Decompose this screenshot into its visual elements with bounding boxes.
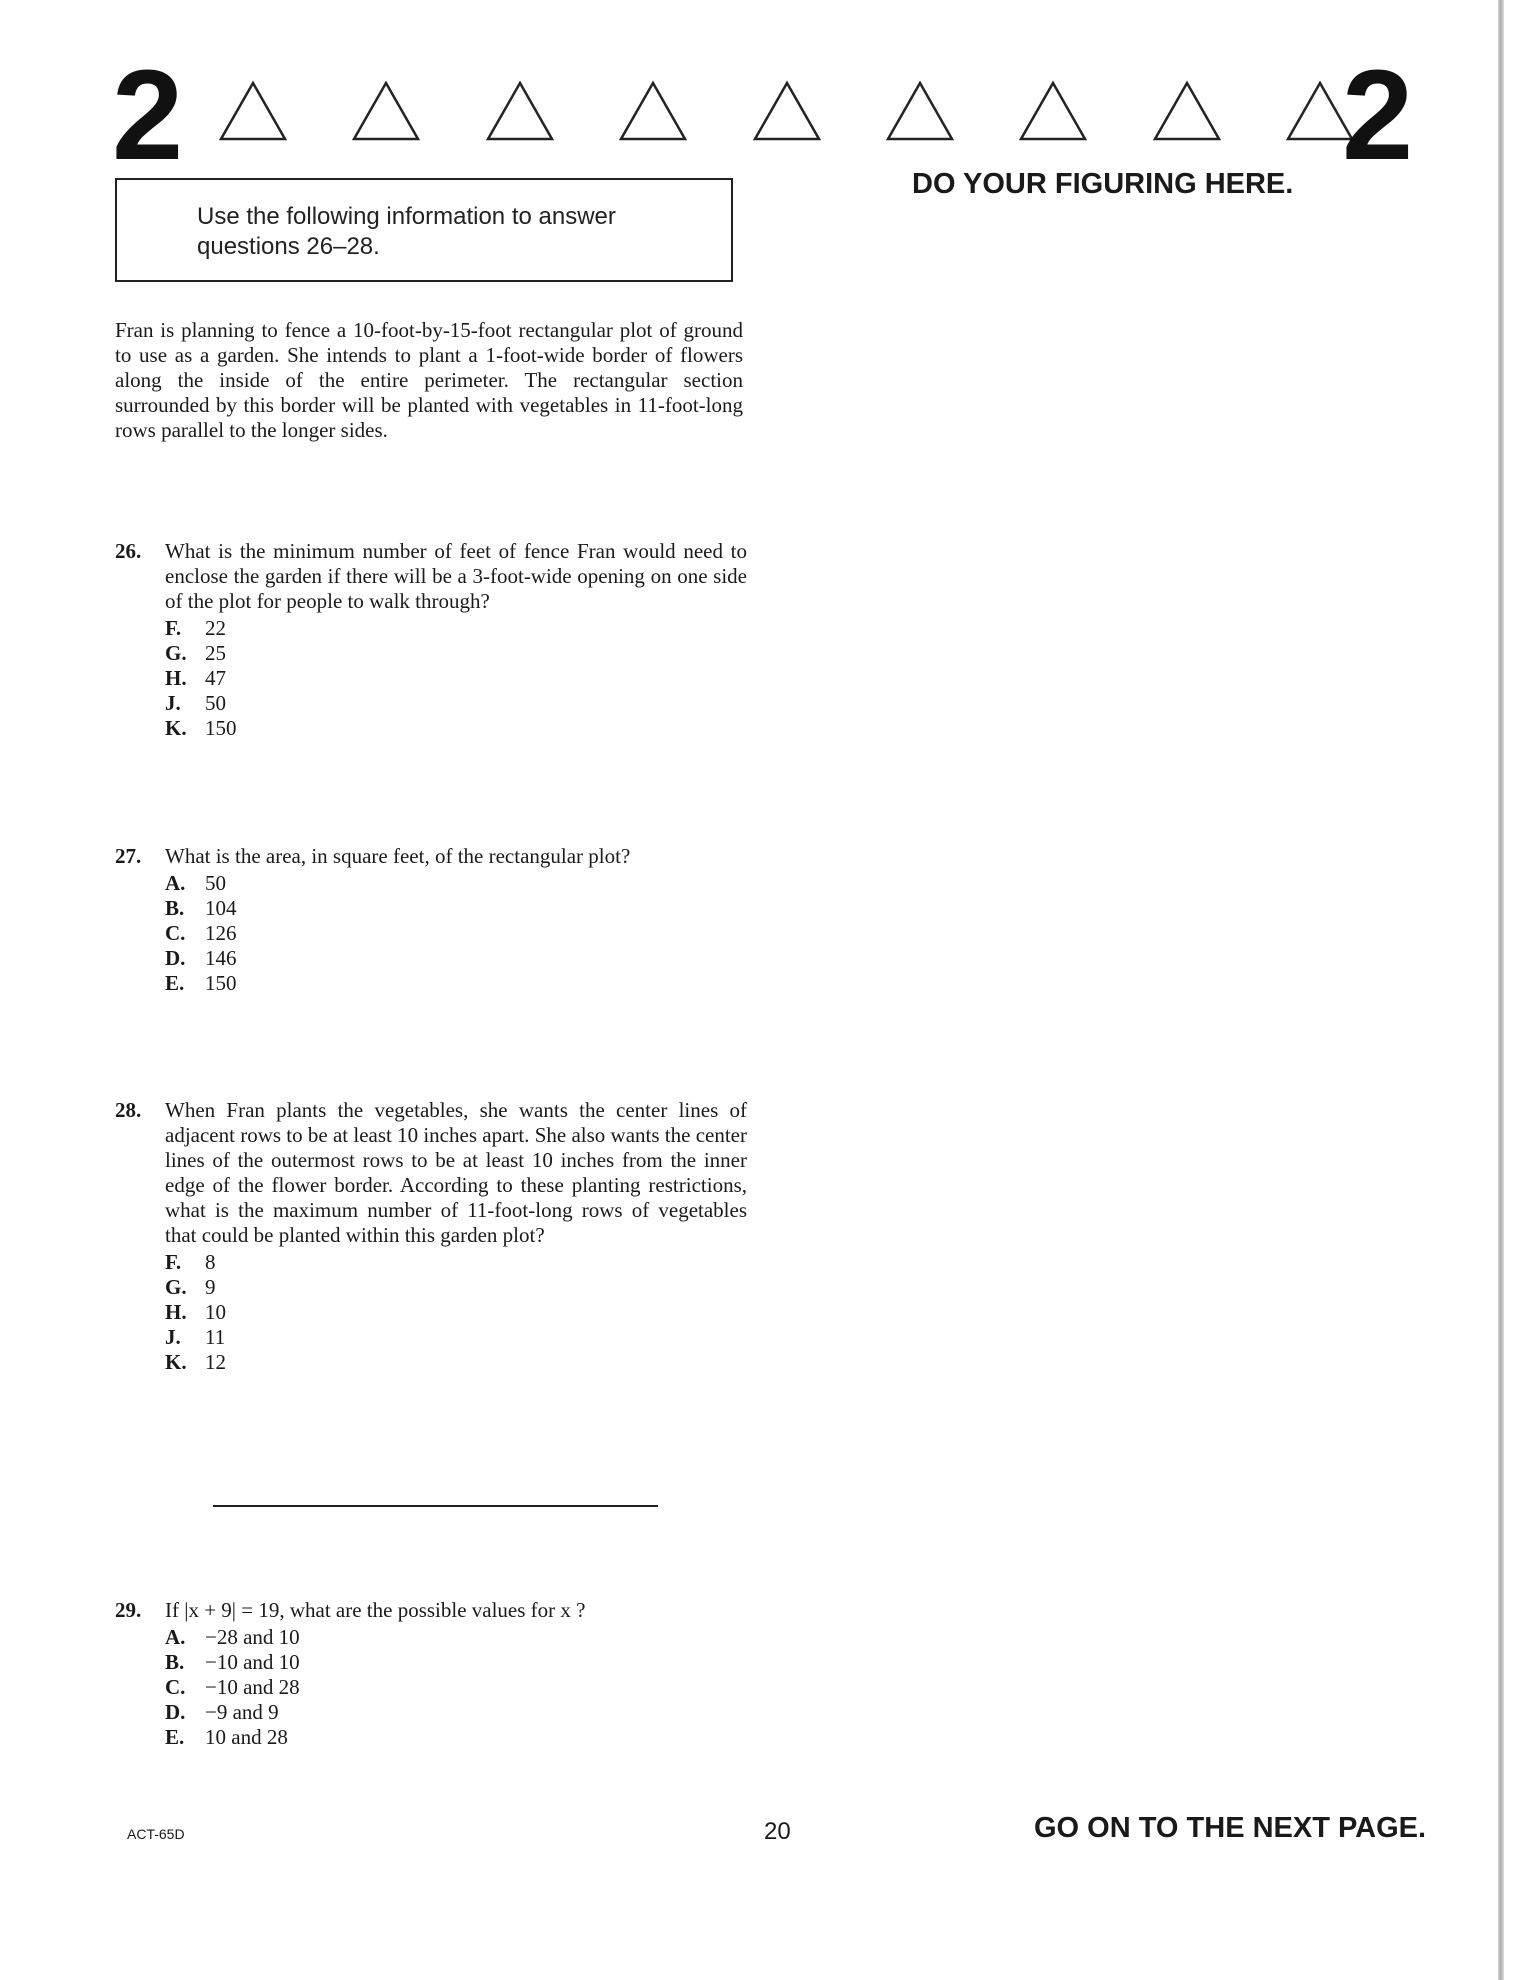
choice-letter: D. bbox=[165, 1700, 186, 1724]
answer-choice-d[interactable] bbox=[165, 946, 747, 971]
answer-choice-k[interactable] bbox=[165, 1350, 747, 1375]
question-28 bbox=[115, 1098, 747, 1375]
answer-choices bbox=[165, 1625, 747, 1750]
answer-choice-g[interactable] bbox=[165, 641, 747, 666]
section-number-left: 2 bbox=[112, 44, 184, 187]
choice-value: 25 bbox=[205, 641, 226, 665]
choice-letter: C. bbox=[165, 1675, 186, 1699]
choice-letter: H. bbox=[165, 1300, 187, 1324]
question-29 bbox=[115, 1598, 747, 1750]
info-box-line-1: Use the following information to answer bbox=[197, 203, 616, 230]
choice-value: −28 and 10 bbox=[205, 1625, 300, 1649]
answer-choice-b[interactable] bbox=[165, 1650, 747, 1675]
choice-letter: E. bbox=[165, 1725, 185, 1749]
triangle-icon bbox=[752, 80, 822, 142]
question-text: If |x + 9| = 19, what are the possible values for x ? bbox=[165, 1598, 586, 1622]
choice-letter: G. bbox=[165, 641, 187, 665]
answer-choice-j[interactable] bbox=[165, 691, 747, 716]
answer-choice-c[interactable] bbox=[165, 1675, 747, 1700]
choice-value: 146 bbox=[205, 946, 237, 970]
choice-letter: F. bbox=[165, 1250, 182, 1274]
answer-choice-h[interactable] bbox=[165, 1300, 747, 1325]
answer-choice-c[interactable] bbox=[165, 921, 747, 946]
go-on-notice: GO ON TO THE NEXT PAGE. bbox=[1034, 1812, 1427, 1844]
answer-choice-b[interactable] bbox=[165, 896, 747, 921]
choice-letter: C. bbox=[165, 921, 186, 945]
choice-letter: F. bbox=[165, 616, 182, 640]
choice-value: 50 bbox=[205, 691, 226, 715]
choice-value: 22 bbox=[205, 616, 226, 640]
choice-value: 104 bbox=[205, 896, 237, 920]
choice-value: 47 bbox=[205, 666, 226, 690]
choice-letter: K. bbox=[165, 1350, 187, 1374]
info-box-line-2: questions 26–28. bbox=[197, 233, 380, 260]
passage: Fran is planning to fence a 10-foot-by-15-foot rectangular plot of ground to use as a garden. She intends to plant a 1-foot-wide border of flowers along the inside of the entire perimeter. The rectangular section surrounded by this border will be planted with vegetables in 11-foot-long rows parallel to the longer sides. bbox=[115, 318, 743, 442]
choice-value: −10 and 10 bbox=[205, 1650, 300, 1674]
answer-choices bbox=[165, 871, 747, 996]
choice-value: 10 and 28 bbox=[205, 1725, 288, 1749]
choice-letter: K. bbox=[165, 716, 187, 740]
choice-letter: G. bbox=[165, 1275, 187, 1299]
triangle-icon bbox=[351, 80, 421, 142]
triangle-icon bbox=[485, 80, 555, 142]
answer-choice-f[interactable] bbox=[165, 616, 747, 641]
choice-value: 11 bbox=[205, 1325, 226, 1349]
triangle-icon bbox=[1152, 80, 1222, 142]
page-edge-shadow bbox=[1498, 0, 1504, 1980]
question-number: 29. bbox=[115, 1598, 142, 1622]
triangle-icon bbox=[618, 80, 688, 142]
info-box bbox=[115, 178, 733, 282]
answer-choices bbox=[165, 616, 747, 741]
choice-letter: B. bbox=[165, 1650, 185, 1674]
question-text: What is the minimum number of feet of fence Fran would need to enclose the garden if there will be a 3-foot-wide opening on one side of the plot for people to walk through? bbox=[165, 539, 747, 613]
section-divider bbox=[213, 1505, 658, 1507]
answer-choice-k[interactable] bbox=[165, 716, 747, 741]
answer-choice-a[interactable] bbox=[165, 1625, 747, 1650]
choice-value: 50 bbox=[205, 871, 226, 895]
choice-letter: D. bbox=[165, 946, 186, 970]
choice-letter: B. bbox=[165, 896, 185, 920]
choice-value: 126 bbox=[205, 921, 237, 945]
choice-value: −9 and 9 bbox=[205, 1700, 279, 1724]
answer-choice-h[interactable] bbox=[165, 666, 747, 691]
answer-choice-j[interactable] bbox=[165, 1325, 747, 1350]
choice-value: 9 bbox=[205, 1275, 216, 1299]
choice-letter: A. bbox=[165, 1625, 186, 1649]
choice-letter: A. bbox=[165, 871, 186, 895]
answer-choice-a[interactable] bbox=[165, 871, 747, 896]
question-27 bbox=[115, 844, 747, 996]
question-number: 26. bbox=[115, 539, 142, 563]
answer-choice-d[interactable] bbox=[165, 1700, 747, 1725]
triangle-icon bbox=[1018, 80, 1088, 142]
section-number-right: 2 bbox=[1342, 44, 1414, 187]
answer-choice-e[interactable] bbox=[165, 971, 747, 996]
answer-choice-e[interactable] bbox=[165, 1725, 747, 1750]
choice-value: 10 bbox=[205, 1300, 226, 1324]
choice-value: 150 bbox=[205, 971, 237, 995]
form-code: ACT-65D bbox=[127, 1826, 185, 1842]
choice-letter: J. bbox=[165, 691, 181, 715]
choice-value: −10 and 28 bbox=[205, 1675, 300, 1699]
question-number: 27. bbox=[115, 844, 142, 868]
answer-choice-g[interactable] bbox=[165, 1275, 747, 1300]
question-text: When Fran plants the vegetables, she wants the center lines of adjacent rows to be at least 10 inches apart. She also wants the center lines of the outermost rows to be at least 10 inches from the inner edge of the flower border. According to these planting restrictions, what is the maximum number of 11-foot-long rows of vegetables that could be planted within this garden plot? bbox=[165, 1098, 747, 1247]
choice-value: 12 bbox=[205, 1350, 226, 1374]
answer-choices bbox=[165, 1250, 747, 1375]
choice-letter: H. bbox=[165, 666, 187, 690]
question-number: 28. bbox=[115, 1098, 142, 1122]
triangle-icon bbox=[885, 80, 955, 142]
triangle-icon bbox=[218, 80, 288, 142]
choice-value: 8 bbox=[205, 1250, 216, 1274]
answer-choice-f[interactable] bbox=[165, 1250, 747, 1275]
choice-value: 150 bbox=[205, 716, 237, 740]
question-text: What is the area, in square feet, of the rectangular plot? bbox=[165, 844, 631, 868]
question-26 bbox=[115, 539, 747, 741]
choice-letter: J. bbox=[165, 1325, 181, 1349]
page-number: 20 bbox=[764, 1818, 791, 1845]
figuring-label: DO YOUR FIGURING HERE. bbox=[912, 168, 1294, 200]
choice-letter: E. bbox=[165, 971, 185, 995]
